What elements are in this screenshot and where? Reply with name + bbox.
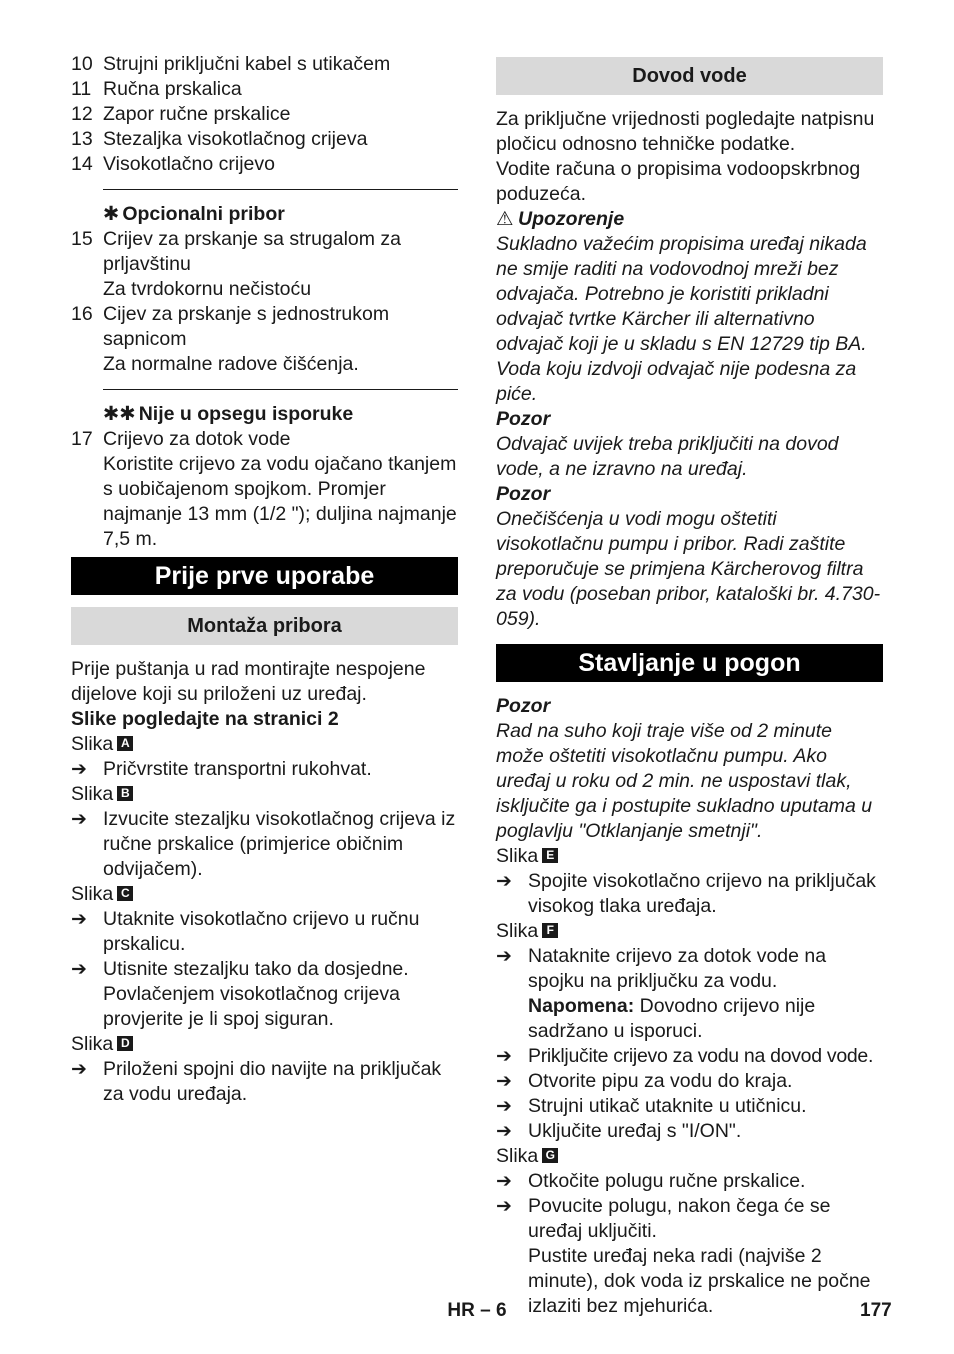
instruction-step: ➔ Izvucite stezaljku visokotlačnog crijeva iz ručne prskalice (primjerice običnim odvijačem). (71, 808, 456, 880)
section-heading-start-up: Stavljanje u pogon (496, 644, 883, 682)
figure-letter-f: F (542, 923, 558, 938)
figure-letter-e: E (542, 848, 558, 863)
caution-text: Onečišćenja u vodi mogu oštetiti visokotlačnu pumpu i pribor. Radi zaštite preporučuje se primjena Kärcherovog filtra za vodu (poseban pribor, kataloški br. 4.730-059). (496, 508, 881, 630)
arrow-right-icon: ➔ (71, 759, 87, 780)
caution-text: Odvajač uvijek treba priključiti na dovod vode, a ne izravno na uređaj. (496, 433, 839, 480)
warning-label: ⚠ Upozorenje (496, 208, 625, 230)
list-item: 12 Zapor ručne prskalice (71, 103, 291, 125)
list-item: 16 Cijev za prskanje s jednostrukom sapnicom Za normalne radove čišćenja. (71, 303, 390, 375)
figure-label: Slika F (496, 919, 883, 944)
paragraph: Za priključne vrijednosti pogledajte natpisnu pločicu odnosno tehničke podatke. (496, 108, 875, 155)
figure-label: Slika E (496, 844, 883, 869)
list-item: 14 Visokotlačno crijevo (71, 153, 275, 175)
subsection-heading-accessory-assembly: Montaža pribora (71, 607, 458, 645)
instruction-step: ➔ Strujni utikač utaknite u utičnicu. (496, 1095, 807, 1117)
instruction-step: ➔ Nataknite crijevo za dotok vode na spojku na priključku za vodu. Napomena: Dovodno crijevo nije sadržano u isporuci. (496, 945, 827, 1042)
not-included-heading: ✱✱ Nije u opsegu isporuke (103, 403, 354, 425)
arrow-right-icon: ➔ (71, 1059, 87, 1080)
arrow-right-icon: ➔ (496, 946, 512, 967)
instruction-step: ➔ Utaknite visokotlačno crijevo u ručnu prskalicu. (71, 908, 420, 955)
instruction-step: ➔ Priključite crijevo za vodu na dovod vode. (496, 1045, 874, 1067)
figure-letter-c: C (117, 886, 133, 901)
arrow-right-icon: ➔ (71, 909, 87, 930)
note-label: Napomena: (528, 995, 635, 1017)
figure-letter-g: G (542, 1148, 558, 1163)
instruction-step: ➔ Otkočite polugu ručne prskalice. (496, 1170, 806, 1192)
arrow-right-icon: ➔ (71, 959, 87, 980)
instruction-step: ➔ Spojite visokotlačno crijevo na priključak visokog tlaka uređaja. (496, 870, 876, 917)
arrow-right-icon: ➔ (496, 1171, 512, 1192)
divider (103, 389, 458, 390)
divider (103, 189, 458, 190)
instruction-step: ➔ Uključite uređaj s "I/ON". (496, 1120, 742, 1142)
arrow-right-icon: ➔ (496, 1071, 512, 1092)
section-heading-first-use: Prije prve uporabe (71, 557, 458, 595)
instruction-step: ➔ Utisnite stezaljku tako da dosjedne. Povlačenjem visokotlačnog crijeva provjerite je li spoj siguran. (71, 958, 409, 1030)
caution-text: Rad na suho koji traje više od 2 minute može oštetiti visokotlačnu pumpu. Ako uređaj u roku od 2 min. ne uspostavi tlak, isključite ga i postupite sukladno uputama u poglavlju "Otklanjanje smetnji". (496, 720, 873, 842)
list-item: 11 Ručna prskalica (71, 78, 242, 100)
figure-label: Slika D (71, 1032, 458, 1057)
page-number: 177 (860, 1300, 892, 1321)
arrow-right-icon: ➔ (71, 809, 87, 830)
right-column (496, 52, 883, 1319)
list-item: 15 Crijev za prskanje sa strugalom za prljavštinu Za tvrdokornu nečistoću (71, 228, 402, 300)
figure-label: Slika G (496, 1144, 883, 1169)
asterisk-icon: ✱ (103, 203, 120, 225)
caution-label: Pozor (496, 695, 551, 717)
warning-text-2: Voda koju izdvoji odvajač nije podesna za piće. (496, 358, 857, 405)
caution-label: Pozor (496, 483, 551, 505)
figure-letter-d: D (117, 1036, 133, 1051)
paragraph: Vodite računa o propisima vodoopskrbnog poduzeća. (496, 158, 861, 205)
figure-letter-b: B (117, 786, 133, 801)
instruction-step: ➔ Povucite polugu, nakon čega će se uređaj uključiti. Pustite uređaj neka radi (najviše 2 minute), dok voda iz prskalice ne počne izlaziti bez mjehurića. (496, 1195, 871, 1317)
warning-icon: ⚠ (496, 208, 514, 230)
instruction-step: ➔ Otvorite pipu za vodu do kraja. (496, 1070, 793, 1092)
figure-letter-a: A (117, 736, 133, 751)
arrow-right-icon: ➔ (496, 1096, 512, 1117)
caution-label: Pozor (496, 408, 551, 430)
see-pictures-note: Slike pogledajte na stranici 2 (71, 708, 339, 730)
instruction-step: ➔ Priloženi spojni dio navijte na priključak za vodu uređaja. (71, 1058, 442, 1105)
arrow-right-icon: ➔ (496, 1046, 512, 1067)
arrow-right-icon: ➔ (496, 1121, 512, 1142)
list-item: 13 Stezaljka visokotlačnog crijeva (71, 128, 368, 150)
list-item: 17 Crijevo za dotok vode Koristite crijevo za vodu ojačano tkanjem s uobičajenom spojkom. Promjer najmanje 13 mm (1/2 "); duljina najmanje 7,5 m. (71, 428, 457, 550)
footer-language-page: HR – 6 (447, 1300, 507, 1321)
left-column (71, 52, 458, 1107)
instruction-step: ➔ Pričvrstite transportni rukohvat. (71, 758, 372, 780)
arrow-right-icon: ➔ (496, 871, 512, 892)
subsection-heading-water-supply: Dovod vode (496, 57, 883, 95)
intro-text: Prije puštanja u rad montirajte nespojene dijelove koji su priloženi uz uređaj. (71, 658, 426, 705)
list-item: 10 Strujni priključni kabel s utikačem (71, 53, 391, 75)
parts-list-a (71, 52, 458, 177)
arrow-right-icon: ➔ (496, 1196, 512, 1217)
double-asterisk-icon: ✱✱ (103, 403, 136, 425)
figure-label: Slika C (71, 882, 458, 907)
figure-label: Slika B (71, 782, 458, 807)
warning-text: Sukladno važećim propisima uređaj nikada ne smije raditi na vodovodnoj mreži bez odvajača. Potrebno je koristiti prikladni odvajač tvrtke Kärcher ili alternativno odvajač koji je u skladu s EN 12729 tip BA. (496, 233, 867, 355)
optional-accessories-heading: ✱ Opcionalni pribor (103, 203, 285, 225)
figure-label: Slika A (71, 732, 458, 757)
